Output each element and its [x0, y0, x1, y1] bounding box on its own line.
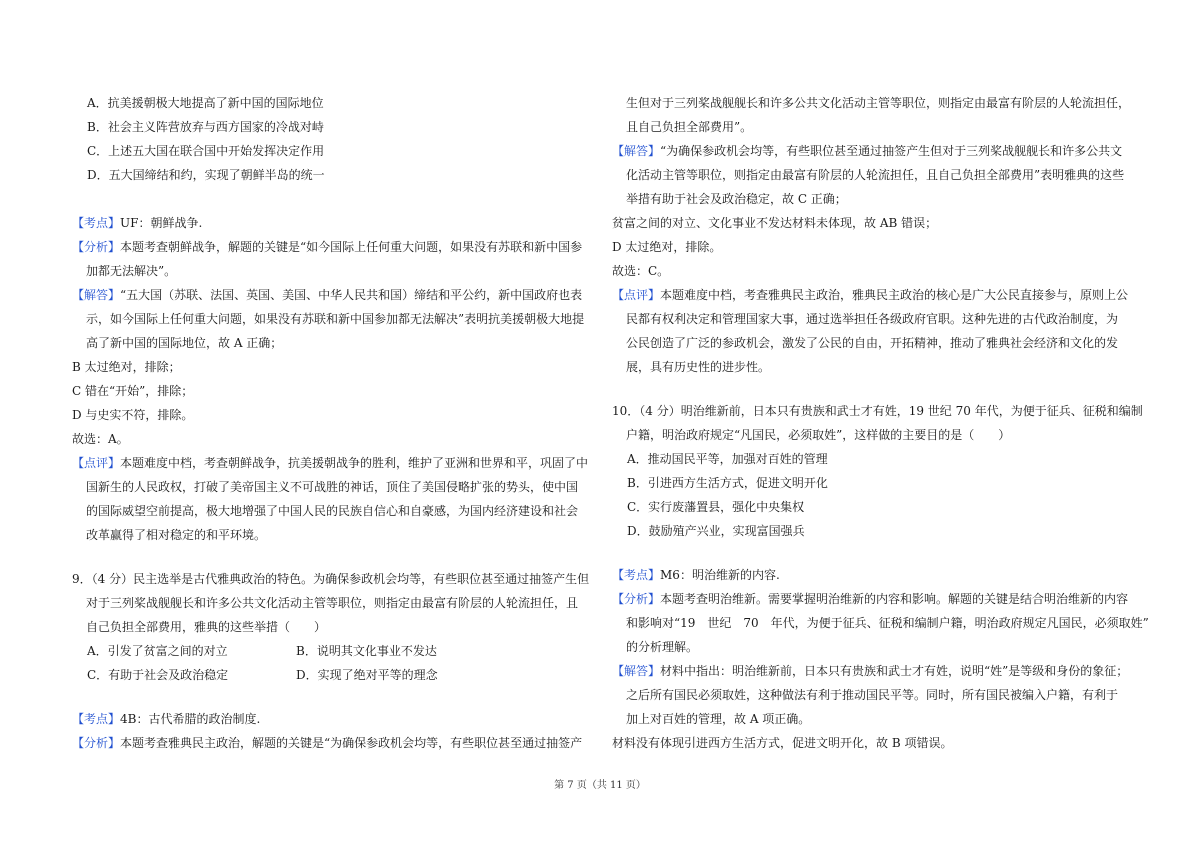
fenxi-tag: 【分析】	[612, 592, 661, 606]
q8-extra-d: D 与史实不符，排除。	[72, 408, 194, 422]
q10-option-d: D．鼓励殖产兴业，实现富国强兵	[627, 524, 805, 538]
q10-stem-line2: 户籍，明治政府规定“凡国民，必须取姓”，这样做的主要目的是（ ）	[626, 428, 1011, 442]
q10-fenxi-line1: 【分析】本题考查明治维新。需要掌握明治维新的内容和影响。解题的关键是结合明治维新的内容	[612, 592, 1129, 606]
fenxi-tag: 【分析】	[72, 240, 121, 254]
q10-jieda-line1: 【解答】材料中指出：明治维新前，日本只有贵族和武士才有姓，说明“姓”是等级和身份的象征；	[612, 664, 1129, 678]
q8-jieda-line3: 高了新中国的国际地位，故 A 正确；	[86, 336, 283, 350]
q8-dianping-line1: 【点评】本题难度中档，考查朝鲜战争，抗美援朝战争的胜利，维护了亚洲和世界和平，巩固了中	[72, 456, 589, 470]
q9-option-b: B．说明其文化事业不发达	[296, 644, 437, 658]
q10-stem-line1: 10．（4 分）明治维新前，日本只有贵族和武士才有姓，19 世纪 70 年代，为便于征兵、征税和编制	[612, 404, 1143, 418]
page-footer: 第 7 页（共 11 页）	[554, 780, 646, 791]
q10-jieda-line3: 加上对百姓的管理，故 A 项正确。	[626, 712, 811, 726]
q10-option-c: C．实行废藩置县，强化中央集权	[627, 500, 805, 514]
jieda-tag: 【解答】	[612, 144, 661, 158]
q9-dianping-line2: 民都有权利决定和管理国家大事，通过选举担任各级政府官职。这种先进的古代政治制度，为	[626, 312, 1119, 326]
q8-dianping-line3: 的国际威望空前提高，极大地增强了中国人民的民族自信心和自豪感，为国内经济建设和社会	[86, 504, 579, 518]
q9-kaodian: 【考点】4B：古代希腊的政治制度.	[72, 712, 261, 726]
q10-fenxi-line2: 和影响对“19 世纪 70 年代，为便于征兵、征税和编制户籍，明治政府规定凡国民，必须取姓”	[626, 616, 1149, 630]
q8-choice: 故选：A。	[72, 432, 129, 446]
q8-dianping-line4: 改革赢得了相对稳定的和平环境。	[86, 528, 267, 542]
q9-fenxi-line1: 【分析】本题考查雅典民主政治，解题的关键是“为确保参政机会均等，有些职位甚至通过抽签产	[72, 736, 583, 750]
q9-stem-line1: 9．（4 分）民主选举是古代雅典政治的特色。为确保参政机会均等，有些职位甚至通过抽签产生但	[72, 572, 590, 586]
q10-jieda-line2: 之后所有国民必须取姓，这种做法有利于推动国民平等。同时，所有国民被编入户籍，有利于	[626, 688, 1119, 702]
fenxi-tag: 【分析】	[72, 736, 121, 750]
q8-extra-b: B 太过绝对，排除；	[72, 360, 181, 374]
q10-option-b: B．引进西方生活方式，促进文明开化	[627, 476, 828, 490]
q9-fenxi-line3: 且自己负担全部费用”。	[626, 120, 753, 134]
q9-stem-line3: 自己负担全部费用，雅典的这些举措（ ）	[86, 620, 327, 634]
q10-option-a: A．推动国民平等，加强对百姓的管理	[627, 452, 828, 466]
q9-extra-d: D 太过绝对，排除。	[612, 240, 722, 254]
kaodian-tag: 【考点】	[72, 216, 121, 230]
q9-option-a: A．引发了贫富之间的对立	[87, 644, 228, 658]
kaodian-tag: 【考点】	[612, 568, 661, 582]
q8-kaodian: 【考点】UF：朝鲜战争.	[72, 216, 203, 230]
q9-dianping-line1: 【点评】本题难度中档，考查雅典民主政治，雅典民主政治的核心是广大公民直接参与，原则上公	[612, 288, 1129, 302]
q9-extra-ab: 贫富之间的对立、文化事业不发达材料未体现，故 AB 错误；	[612, 216, 938, 230]
q10-kaodian: 【考点】M6：明治维新的内容.	[612, 568, 780, 582]
q8-fenxi-line1: 【分析】本题考查朝鲜战争，解题的关键是“如今国际上任何重大问题，如果没有苏联和新中国参	[72, 240, 583, 254]
q8-dianping-line2: 国新生的人民政权，打破了美帝国主义不可战胜的神话，顶住了美国侵略扩张的势头，使中国	[86, 480, 579, 494]
q8-option-c: C．上述五大国在联合国中开始发挥决定作用	[87, 144, 325, 158]
q9-fenxi-line2: 生但对于三列桨战舰舰长和许多公共文化活动主管等职位，则指定由最富有阶层的人轮流担任，	[626, 96, 1131, 110]
q10-extra-b: 材料没有体现引进西方生活方式，促进文明开化，故 B 项错误。	[612, 736, 953, 750]
q9-choice: 故选：C。	[612, 264, 670, 278]
kaodian-tag: 【考点】	[72, 712, 121, 726]
q9-dianping-line3: 公民创造了广泛的参政机会，激发了公民的自由，开拓精神，推动了雅典社会经济和文化的发	[626, 336, 1119, 350]
q9-jieda-line3: 举措有助于社会及政治稳定，故 C 正确；	[626, 192, 847, 206]
q9-dianping-line4: 展，具有历史性的进步性。	[626, 360, 771, 374]
jieda-tag: 【解答】	[612, 664, 661, 678]
q8-jieda-line1: 【解答】“五大国（苏联、法国、英国、美国、中华人民共和国）缔结和平公约，新中国政府也表	[72, 288, 583, 302]
q9-stem-line2: 对于三列桨战舰舰长和许多公共文化活动主管等职位，则指定由最富有阶层的人轮流担任，且	[86, 596, 579, 610]
q8-option-b: B．社会主义阵营放弃与西方国家的冷战对峙	[87, 120, 324, 134]
q8-jieda-line2: 示，如今国际上任何重大问题，如果没有苏联和新中国参加都无法解决”表明抗美援朝极大地提	[86, 312, 585, 326]
dianping-tag: 【点评】	[72, 456, 121, 470]
q8-option-d: D．五大国缔结和约，实现了朝鲜半岛的统一	[87, 168, 325, 182]
jieda-tag: 【解答】	[72, 288, 121, 302]
q9-jieda-line2: 化活动主管等职位，则指定由最富有阶层的人轮流担任，且自己负担全部费用”表明雅典的这些	[626, 168, 1125, 182]
q9-option-d: D．实现了绝对平等的理念	[296, 668, 438, 682]
q9-jieda-line1: 【解答】“为确保参政机会均等，有些职位甚至通过抽签产生但对于三列桨战舰舰长和许多公共文	[612, 144, 1123, 158]
q8-option-a: A．抗美援朝极大地提高了新中国的国际地位	[87, 96, 324, 110]
q9-option-c: C．有助于社会及政治稳定	[87, 668, 229, 682]
q8-extra-c: C 错在“开始”，排除；	[72, 384, 194, 398]
q10-fenxi-line3: 的分析理解。	[626, 640, 699, 654]
dianping-tag: 【点评】	[612, 288, 661, 302]
q8-fenxi-line2: 加都无法解决”。	[86, 264, 177, 278]
